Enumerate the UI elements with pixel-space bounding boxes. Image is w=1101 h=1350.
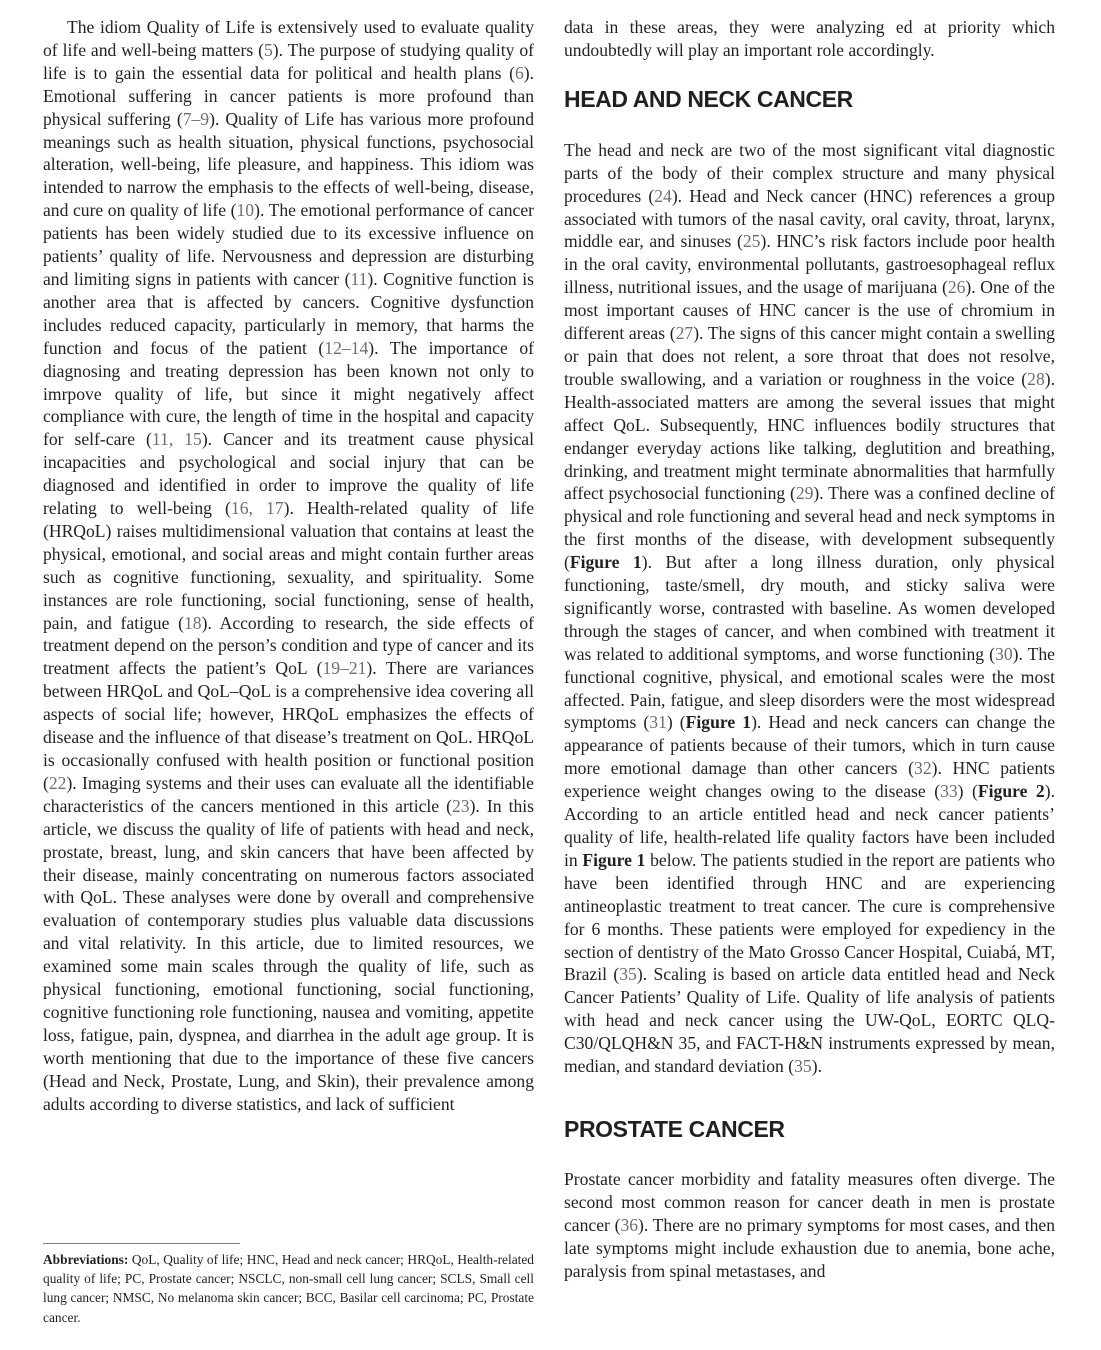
citation-link[interactable]: 28 <box>1027 368 1045 389</box>
head-neck-paragraph: The head and neck are two of the most significant vital diagnostic parts of the body of their complex structure and many physical procedures (24). Head and Neck cancer (HNC) references a group associated with tumors of the nasal cavity, oral cavity, throat, larynx, middle ear, and sinuses (25). HNC’s risk factors include poor health in the oral cavity, environmental pollutants, gastroesophageal reflux illness, nutritional issues, and the usage of marijuana (26). One of the most important causes of HNC cancer is the use of chromium in different areas (27). The signs of this cancer might contain a swelling or pain that does not relent, a sore throat that does not resolve, trouble swallowing, and a variation or roughness in the voice (28). Health-associated matters are among the several issues that might affect QoL. Subsequently, HNC influences bodily structures that endanger everyday actions like talking, deglutition and breathing, drinking, and treatment might terminate abnormalities that harmfully affect psychosocial functioning (29). There was a confined decline of physical and role functioning and several head and neck symptoms in the first months of the disease, with development subsequently (Figure 1). But after a long illness duration, only physical functioning, taste/smell, dry mouth, and sticky saliva were significantly worse, contrasted with baseline. As women developed through the stages of cancer, and when combined with treatment it was related to additional symptoms, and worse functioning (30). The functional cognitive, physical, and emotional scales were the most affected. Pain, fatigue, and sleep disorders were the most widespread symptoms (31) (Figure 1). Head and neck cancers can change the appearance of patients because of their tumors, which in turn cause more emotional damage than other cancers (32). HNC patients experience weight changes owing to the disease (33) (Figure 2). According to an article entitled head and neck cancer patients’ quality of life, health-related life quality factors have been included in Figure 1 below. The patients studied in the report are patients who have been identified through HNC and are experiencing antineoplastic treatment to treat cancer. The cure is comprehensive for 6 months. These patients were employed for expediency in the section of dentistry of the Mato Grosso Cancer Hospital, Cuiabá, MT, Brazil (35). Scaling is based on article data entitled head and Neck Cancer Patients’ Quality of Life. Quality of life analysis of patients with head and neck cancer using the UW-QoL, EORTC QLQ-C30/QLQH&N 35, and FACT-H&N instruments expressed by mean, median, and standard deviation (35). <box>564 139 1056 1077</box>
continuation-paragraph: data in these areas, they were analyzing ed at priority which undoubtedly will play an important role accordingly. <box>564 17 1055 60</box>
citation-link[interactable]: 11, 15 <box>151 429 202 450</box>
citation-link[interactable]: 19–21 <box>322 658 367 679</box>
citation-link[interactable]: 24 <box>654 185 672 206</box>
citation-link[interactable]: 6 <box>514 62 524 83</box>
footnote-divider <box>43 1243 240 1244</box>
citation-link[interactable]: 5 <box>263 39 273 60</box>
left-column <box>43 16 534 1116</box>
citation-link[interactable]: 27 <box>675 323 694 344</box>
footnote-body: QoL, Quality of life; HNC, Head and neck cancer; HRQoL, Health-related quality of life; PC, Prostate cancer; NSCLC, non-small cell lung cancer; SCLS, Small cell lung cancer; NMSC, No melanoma skin cancer; BCC, Basilar cell carcinoma; PC, Prostate cancer. <box>43 1252 534 1325</box>
citation-link[interactable]: 33 <box>940 781 958 802</box>
citation-link[interactable]: 36 <box>620 1214 639 1235</box>
citation-link[interactable]: 7–9 <box>182 108 210 129</box>
citation-link[interactable]: 35 <box>794 1056 812 1077</box>
citation-link[interactable]: 22 <box>48 772 67 793</box>
figure-reference-link[interactable]: Figure 2 <box>977 781 1045 802</box>
citation-link[interactable]: 23 <box>451 795 470 816</box>
right-column <box>564 16 1055 1283</box>
citation-link[interactable]: 12–14 <box>324 337 369 358</box>
citation-link[interactable]: 30 <box>995 643 1013 664</box>
citation-link[interactable]: 31 <box>649 712 667 733</box>
citation-link[interactable]: 32 <box>914 758 932 779</box>
abbreviations-footnote <box>43 1243 534 1327</box>
prostate-paragraph: Prostate cancer morbidity and fatality measures often diverge. The second most common reason for cancer death in men is prostate cancer (36). There are no primary symptoms for most cases, and then late symptoms might include exhaustion due to anemia, bone ache, paralysis from spinal metastases, and <box>564 1168 1055 1281</box>
section-heading-head-neck: HEAD AND NECK CANCER <box>564 85 853 112</box>
citation-link[interactable]: 18 <box>184 612 202 633</box>
footnote-text <box>43 1250 534 1327</box>
intro-paragraph: The idiom Quality of Life is extensively used to evaluate quality of life and well-being matters (5). The purpose of studying quality of life is to gain the essential data for political and health plans (6). Emotional suffering in cancer patients is more profound than physical suffering (7–9). Quality of Life has various more profound meanings such as health situation, physical functions, psychosocial alteration, well-being, life pleasure, and happiness. This idiom was intended to narrow the emphasis to the effects of well-being, disease, and cure on quality of life (10). The emotional performance of cancer patients has been widely studied due to its excessive influence on patients’ quality of life. Nervousness and depression are disturbing and limiting signs in patients with cancer (11). Cognitive function is another area that is affected by cancers. Cognitive dysfunction includes reduced capacity, particularly in memory, that harms the function and focus of the patient (12–14). The importance of diagnosing and treating depression has been known not only to imrpove quality of life, but since it might negatively affect compliance with cure, the length of time in the hospital and capacity for self-care (11, 15). Cancer and its treatment cause physical incapacities and psychological and social injury that can be diagnosed and identified in order to improve the quality of life relating to well-being (16, 17). Health-related quality of life (HRQoL) raises multidimensional valuation that contains at least the physical, emotional, and social areas and might contain further areas such as cognitive functioning, sexuality, and spirituality. Some instances are role functioning, social functioning, sense of health, pain, and fatigue (18). According to research, the side effects of treatment depend on the person’s condition and type of cancer and its treatment affects the patient’s QoL (19–21). There are variances between HRQoL and QoL–QoL is a comprehensive idea covering all aspects of social life; however, HRQoL emphasizes the effects of disease and the influence of that disease’s treatment on QoL. HRQoL is occasionally confused with health position or functional position (22). Imaging systems and their uses can evaluate all the identifiable characteristics of the cancers mentioned in this article (23). In this article, we discuss the quality of life of patients with head and neck, prostate, breast, lung, and skin cancers that have been affected by their disease, mainly concentrating on numerous factors associated with QoL. These analyses were done by overall and comprehensive evaluation of contemporary studies plus valuable data discussions and vital relativity. In this article, due to limited resources, we examined some main scales through the quality of life, such as physical functioning, emotional functioning, social functioning, cognitive functioning role functioning, nausea and vomiting, appetite loss, fatigue, pain, dyspnea, and diarrhea in the adult age group. It is worth mentioning that due to the importance of these five cancers (Head and Neck, Prostate, Lung, and Skin), their prevalence among adults according to diverse statistics, and lack of sufficient <box>43 17 535 1114</box>
citation-link[interactable]: 26 <box>947 277 966 298</box>
citation-link[interactable]: 25 <box>742 231 761 252</box>
citation-link[interactable]: 11 <box>350 268 368 289</box>
figure-reference-link[interactable]: Figure 1 <box>569 552 642 573</box>
figure-reference-link[interactable]: Figure 1 <box>685 712 752 733</box>
footnote-label: Abbreviations: <box>43 1252 129 1267</box>
figure-reference-link[interactable]: Figure 1 <box>582 849 646 870</box>
citation-link[interactable]: 35 <box>619 964 637 985</box>
citation-link[interactable]: 29 <box>795 483 814 504</box>
citation-link[interactable]: 16, 17 <box>230 498 284 519</box>
citation-link[interactable]: 10 <box>236 200 255 221</box>
section-heading-prostate: PROSTATE CANCER <box>564 1115 785 1142</box>
